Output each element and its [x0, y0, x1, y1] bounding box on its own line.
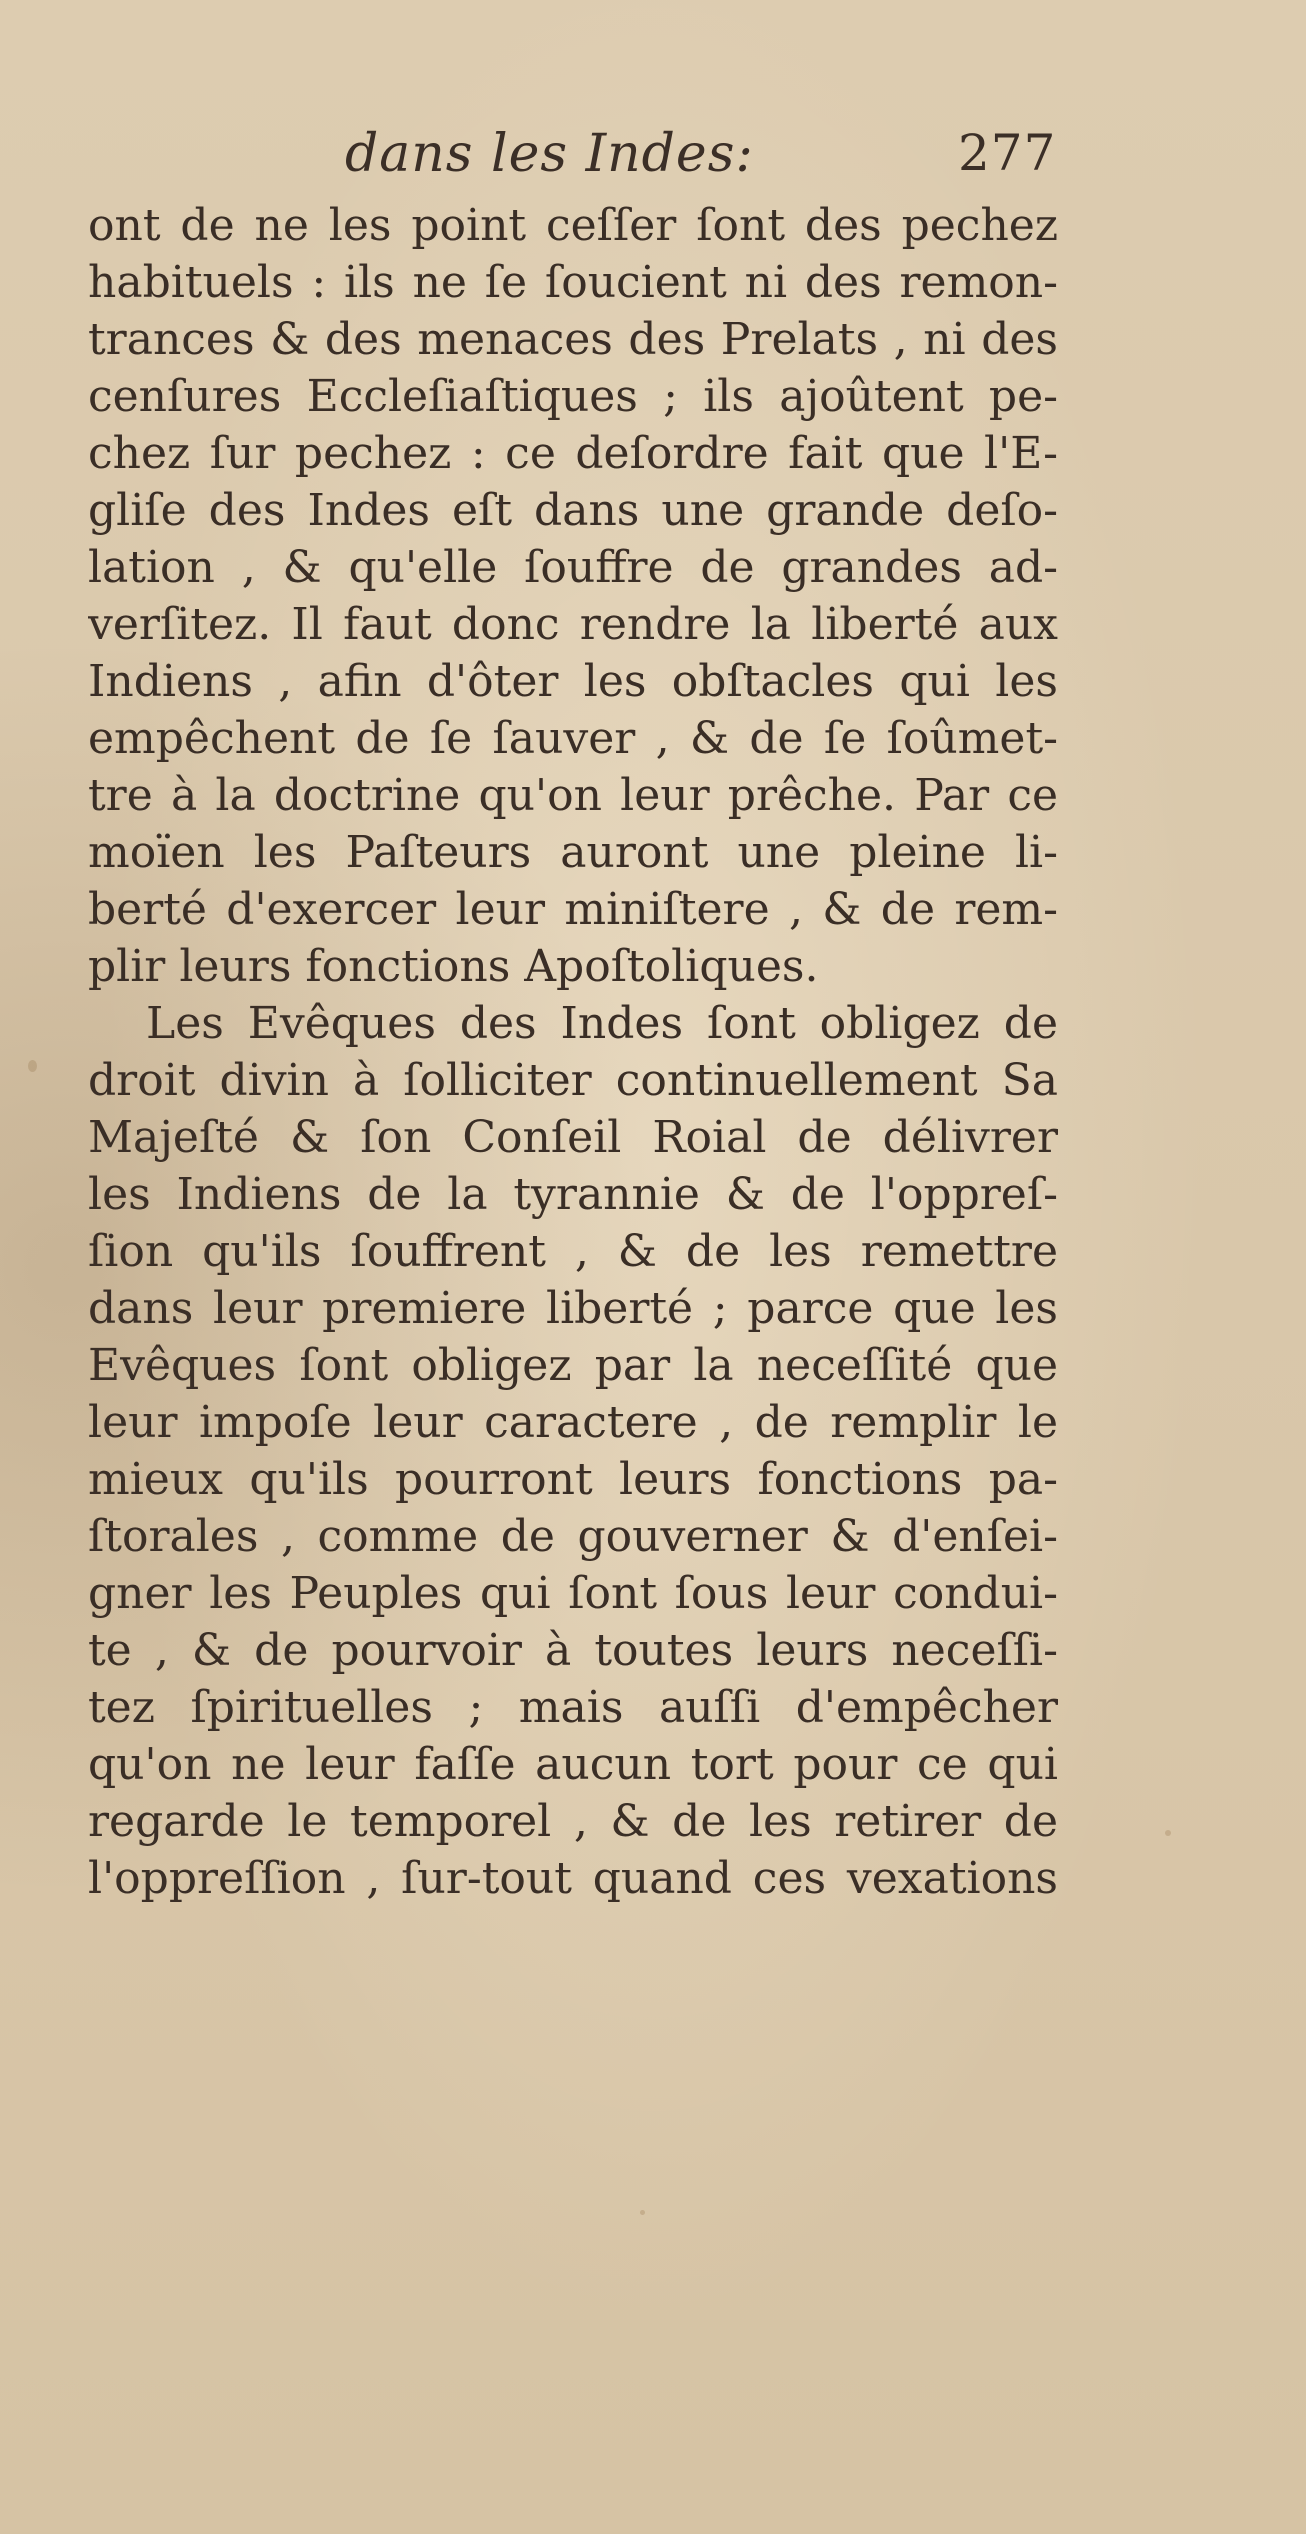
text-line: chez ſur pechez : ce deſordre fait que l'E- — [88, 428, 1058, 479]
paragraph-start-line: Les Evêques des Indes ſont obligez de — [146, 998, 1058, 1049]
running-head: dans les Indes: — [345, 124, 754, 184]
paper-stain — [28, 1060, 37, 1072]
text-line: les Indiens de la tyrannie & de l'oppreſ- — [88, 1169, 1058, 1220]
text-line: qu'on ne leur faſſe aucun tort pour ce qui — [88, 1739, 1058, 1790]
text-line: leur impoſe leur caractere , de remplir le — [88, 1397, 1058, 1448]
paper-stain — [1165, 1830, 1171, 1836]
text-line: ſtorales , comme de gouverner & d'enſei- — [88, 1511, 1058, 1562]
text-line: moïen les Paſteurs auront une pleine li- — [88, 827, 1058, 878]
text-line: gner les Peuples qui ſont ſous leur condui- — [88, 1568, 1058, 1619]
text-line: gliſe des Indes eſt dans une grande deſo- — [88, 485, 1058, 536]
text-line: lation , & qu'elle ſouffre de grandes ad- — [88, 542, 1058, 593]
text-line: ſion qu'ils ſouffrent , & de les remettre — [88, 1226, 1058, 1277]
text-line: l'oppreſſion , ſur-tout quand ces vexations — [88, 1853, 1058, 1904]
text-line: empêchent de ſe ſauver , & de ſe ſoûmet- — [88, 713, 1058, 764]
text-line: mieux qu'ils pourront leurs fonctions pa- — [88, 1454, 1058, 1505]
text-line: tez ſpirituelles ; mais auſſi d'empêcher — [88, 1682, 1058, 1733]
text-line: regarde le temporel , & de les retirer de — [88, 1796, 1058, 1847]
text-line: te , & de pourvoir à toutes leurs neceſſi- — [88, 1625, 1058, 1676]
text-line: trances & des menaces des Prelats , ni des — [88, 314, 1058, 365]
text-line: berté d'exercer leur miniſtere , & de rem- — [88, 884, 1058, 935]
text-line: droit divin à ſolliciter continuellement Sa — [88, 1055, 1058, 1106]
paper-stain — [640, 2210, 645, 2215]
text-line: habituels : ils ne ſe ſoucient ni des remon- — [88, 257, 1058, 308]
page-header — [0, 118, 1306, 190]
text-line: plir leurs fonctions Apoſtoliques. — [88, 941, 819, 992]
text-line: dans leur premiere liberté ; parce que les — [88, 1283, 1058, 1334]
text-line: cenſures Eccleſiaſtiques ; ils ajoûtent pe- — [88, 371, 1058, 422]
text-line: Evêques ſont obligez par la neceſſité que — [88, 1340, 1058, 1391]
text-line: Indiens , afin d'ôter les obſtacles qui les — [88, 656, 1058, 707]
text-line: ont de ne les point ceſſer ſont des pechez — [88, 200, 1058, 251]
text-line: verſitez. Il faut donc rendre la liberté aux — [88, 599, 1058, 650]
page-number: 277 — [958, 124, 1057, 182]
body-text — [88, 197, 1058, 1907]
text-line: tre à la doctrine qu'on leur prêche. Par ce — [88, 770, 1058, 821]
text-line: Majeſté & ſon Conſeil Roial de délivrer — [88, 1112, 1058, 1163]
